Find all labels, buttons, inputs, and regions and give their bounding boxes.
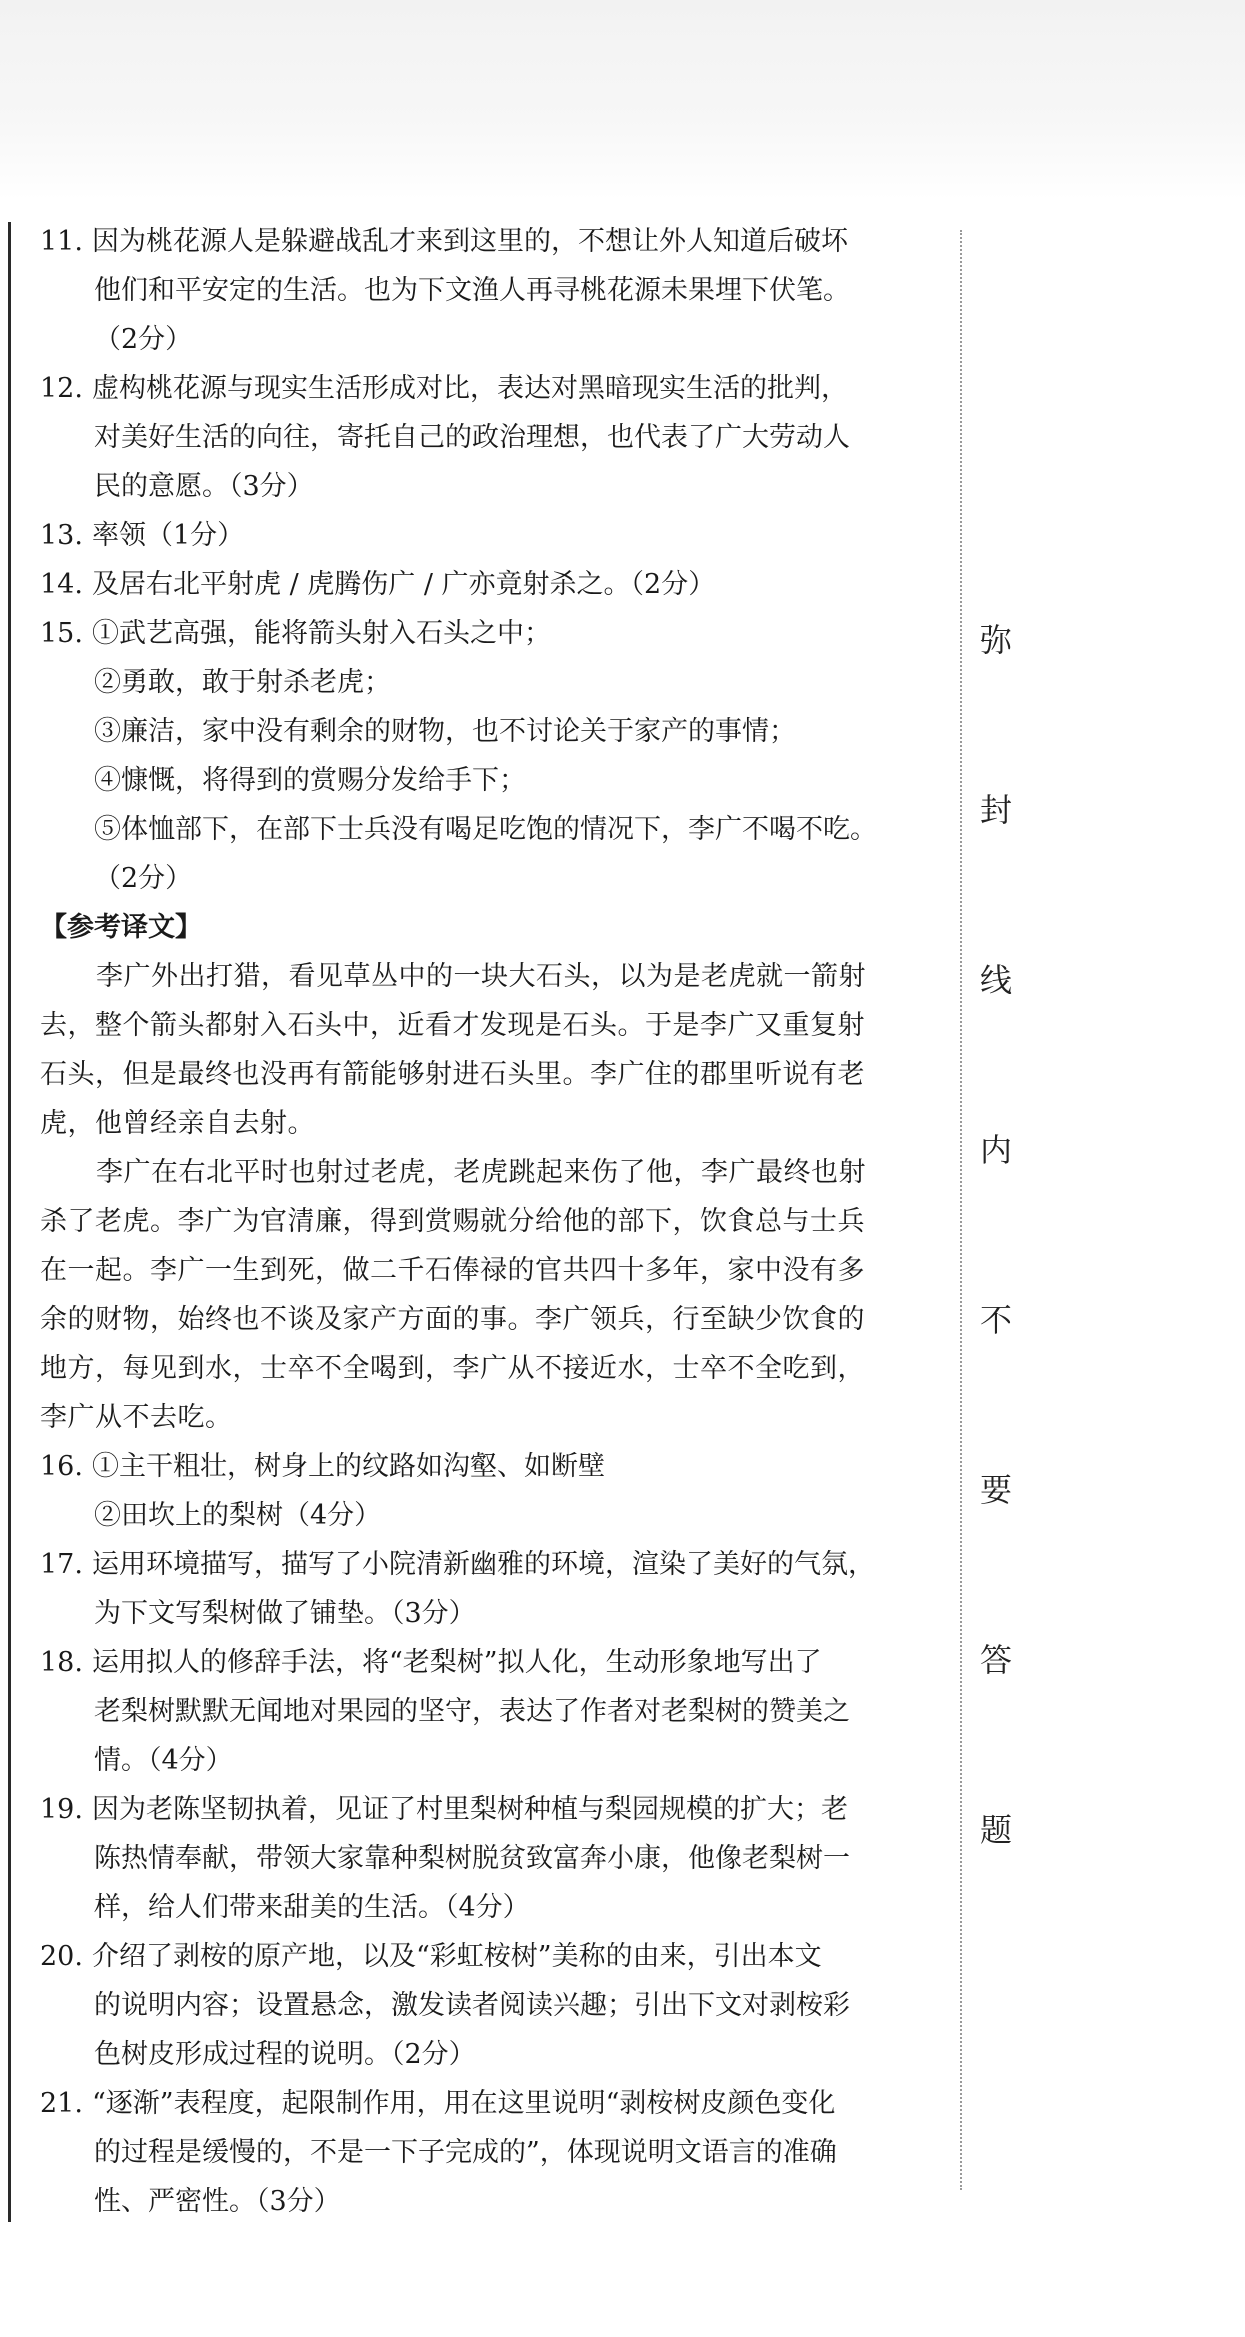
answer-line [40,859,192,899]
line-text: 虚构桃花源与现实生活形成对比，表达对黑暗现实生活的批判， [92,373,848,404]
question-number: 19. [40,1794,83,1825]
translation-line [40,1251,865,1291]
answer-line [40,1888,530,1928]
translation-line [40,1153,866,1193]
answer-line [40,1839,850,1879]
line-text: 运用拟人的修辞手法，将“老梨树”拟人化，生动形象地写出了 [92,1647,822,1678]
line-text: 情。（4分） [94,1745,233,1776]
answer-line [40,2035,476,2075]
seal-char: 线 [979,961,1012,999]
line-text: 地方，每见到水，士卒不全喝到，李广从不接近水，士卒不全吃到， [40,1353,865,1384]
line-text: （2分） [94,324,193,355]
question-number: 21. [40,2088,83,2119]
answer-line [40,516,244,556]
seal-char: 答 [979,1641,1012,1679]
line-text: 性、严密性。（3分） [94,2186,341,2217]
line-text: 率领（1分） [92,520,245,551]
line-text: ⑤体恤部下，在部下士兵没有喝足吃饱的情况下，李广不喝不吃。 [94,814,877,845]
answer-line [40,614,551,654]
answer-line [40,2182,341,2222]
line-text: 及居右北平射虎 / 虎腾伤广 / 广亦竟射杀之。（2分） [92,569,716,600]
translation-line [40,1104,315,1144]
seal-char: 题 [979,1811,1012,1849]
line-text: （2分） [94,863,193,894]
answer-line [40,1692,850,1732]
question-number: 11. [40,226,83,257]
translation-line [40,1300,865,1340]
seal-char: 要 [979,1471,1012,1509]
translation-heading [40,908,202,948]
margin-rule [8,222,11,2222]
line-text: 为下文写梨树做了铺垫。（3分） [94,1598,476,1629]
answer-line [40,565,715,605]
seal-char: 弥 [979,621,1012,659]
line-text: 对美好生活的向往，寄托自己的政治理想，也代表了广大劳动人 [94,422,850,453]
line-text: 【参考译文】 [40,912,202,943]
line-text: 去，整个箭头都射入石头中，近看才发现是石头。于是李广又重复射 [40,1010,865,1041]
answer-line [40,271,850,311]
translation-line [40,1398,233,1438]
seal-char: 不 [979,1301,1012,1339]
answer-line [40,222,848,262]
line-text: ②田坎上的梨树（4分） [94,1500,382,1531]
answer-line [40,663,391,703]
answer-line [40,1496,381,1536]
answer-line [40,761,526,801]
translation-line [40,1349,865,1389]
answer-line [40,810,877,850]
line-text: 运用环境描写，描写了小院清新幽雅的环境，渲染了美好的气氛， [92,1549,875,1580]
answer-line [40,369,848,409]
scan-top-band [0,0,1245,200]
question-number: 18. [40,1647,83,1678]
line-text: 老梨树默默无闻地对果园的坚守，表达了作者对老梨树的赞美之 [94,1696,850,1727]
seal-char: 封 [979,791,1012,829]
seal-char: 内 [979,1131,1012,1169]
answer-line [40,2133,837,2173]
line-text: ①主干粗壮，树身上的纹路如沟壑、如断壁 [92,1451,605,1482]
line-text: 李广外出打猎，看见草丛中的一块大石头，以为是老虎就一箭射 [96,961,866,992]
answer-line [40,1937,822,1977]
line-text: 因为老陈坚韧执着，见证了村里梨树种植与梨园规模的扩大；老 [92,1794,848,1825]
line-text: 李广从不去吃。 [40,1402,233,1433]
translation-line [40,1055,865,1095]
answer-line [40,1545,875,1585]
question-number: 20. [40,1941,83,1972]
answer-line [40,418,850,458]
answer-line [40,1447,605,1487]
answer-line [40,320,192,360]
question-number: 12. [40,373,83,404]
line-text: 李广在右北平时也射过老虎，老虎跳起来伤了他，李广最终也射 [96,1157,866,1188]
question-number: 14. [40,569,83,600]
line-text: 石头，但是最终也没再有箭能够射进石头里。李广住的郡里听说有老 [40,1059,865,1090]
line-text: ②勇敢，敢于射杀老虎； [94,667,391,698]
answer-line [40,1643,822,1683]
line-text: 介绍了剥桉的原产地，以及“彩虹桉树”美称的由来，引出本文 [92,1941,822,1972]
line-text: ③廉洁，家中没有剩余的财物，也不讨论关于家产的事情； [94,716,796,747]
line-text: “逐渐”表程度，起限制作用，用在这里说明“剥桉树皮颜色变化 [92,2088,836,2119]
answer-line [40,1594,476,1634]
answer-line [40,467,314,507]
line-text: 在一起。李广一生到死，做二千石俸禄的官共四十多年，家中没有多 [40,1255,865,1286]
line-text: 民的意愿。（3分） [94,471,314,502]
question-number: 13. [40,520,83,551]
line-text: 他们和平安定的生活。也为下文渔人再寻桃花源未果埋下伏笔。 [94,275,850,306]
line-text: 杀了老虎。李广为官清廉，得到赏赐就分给他的部下，饮食总与士兵 [40,1206,865,1237]
line-text: 因为桃花源人是躲避战乱才来到这里的，不想让外人知道后破坏 [92,226,848,257]
line-text: 的过程是缓慢的，不是一下子完成的”，体现说明文语言的准确 [94,2137,837,2168]
answer-line [40,1741,233,1781]
translation-line [40,1006,865,1046]
answer-line [40,1790,848,1830]
question-number: 17. [40,1549,83,1580]
line-text: 的说明内容；设置悬念，激发读者阅读兴趣；引出下文对剥桉彩 [94,1990,850,2021]
line-text: 虎，他曾经亲自去射。 [40,1108,315,1139]
line-text: ④慷慨，将得到的赏赐分发给手下； [94,765,526,796]
line-text: 色树皮形成过程的说明。（2分） [94,2039,476,2070]
line-text: 陈热情奉献，带领大家靠种梨树脱贫致富奔小康，他像老梨树一 [94,1843,850,1874]
answer-line [40,2084,835,2124]
question-number: 16. [40,1451,83,1482]
line-text: 样，给人们带来甜美的生活。（4分） [94,1892,530,1923]
translation-line [40,1202,865,1242]
answer-line [40,712,796,752]
line-text: 余的财物，始终也不谈及家产方面的事。李广领兵，行至缺少饮食的 [40,1304,865,1335]
answer-line [40,1986,850,2026]
line-text: ①武艺高强，能将箭头射入石头之中； [92,618,551,649]
question-number: 15. [40,618,83,649]
translation-line [40,957,866,997]
seal-dotted-line [960,230,962,2190]
